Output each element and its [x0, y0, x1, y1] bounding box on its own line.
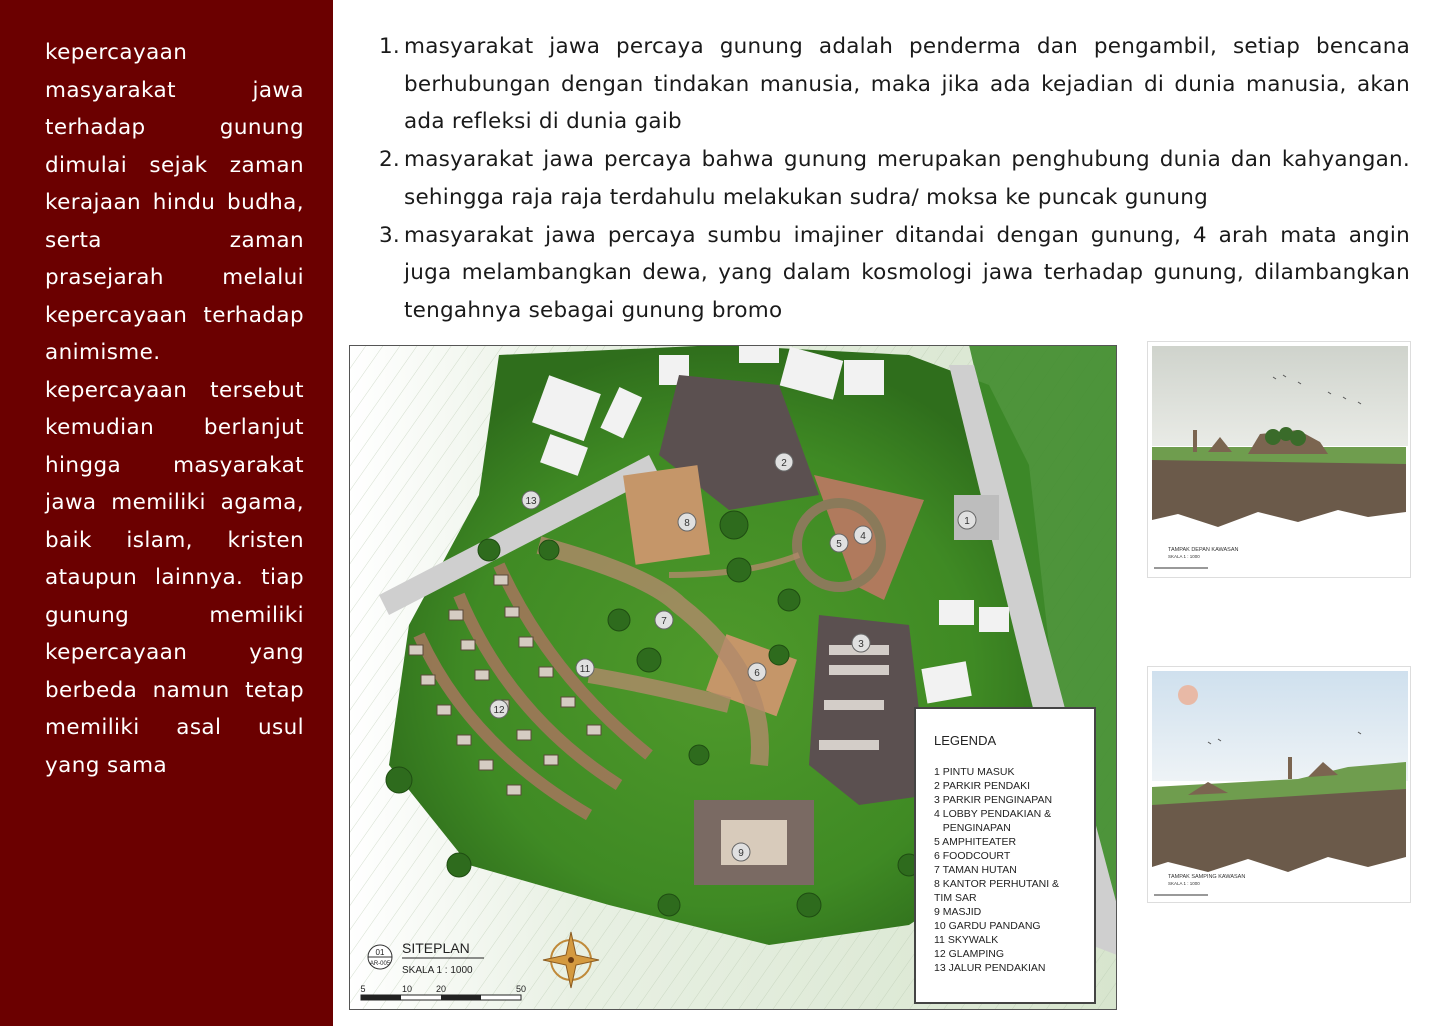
white-building [844, 360, 884, 395]
legend-item: 5 AMPHITEATER [934, 836, 1017, 848]
legend-item: 4 LOBBY PENDAKIAN & [934, 808, 1052, 820]
svg-text:1: 1 [964, 516, 970, 527]
belief-item [372, 217, 1410, 330]
legend-item: 13 JALUR PENDAKIAN [934, 962, 1046, 974]
svg-text:11: 11 [579, 664, 591, 675]
legend-item: 6 FOODCOURT [934, 850, 1011, 862]
sun-icon [1178, 685, 1198, 705]
belief-item [372, 141, 1410, 216]
siteplan-title: SITEPLAN [402, 940, 470, 956]
side-elevation-drawing [1147, 666, 1411, 903]
belief-number: 3. [379, 222, 401, 248]
map-marker [490, 700, 508, 718]
drawing-number: 01 [375, 948, 385, 957]
svg-text:7: 7 [661, 616, 667, 627]
scale-tick: 10 [401, 984, 413, 994]
map-marker [852, 634, 870, 652]
scale-tick: 20 [435, 984, 447, 994]
map-marker [678, 513, 696, 531]
sheet-number: AR-005 [369, 961, 391, 967]
sidebar-panel [0, 0, 333, 1026]
map-marker [854, 526, 872, 544]
siteplan-scale: SKALA 1 : 1000 [402, 965, 473, 976]
legend-item: 10 GARDU PANDANG [934, 920, 1041, 932]
front-elevation-scale: SKALA 1 : 1000 [1168, 554, 1200, 559]
belief-item [372, 28, 1410, 141]
svg-text:3: 3 [858, 639, 864, 650]
side-elevation-scale: SKALA 1 : 1000 [1168, 881, 1200, 886]
legend-item: PENGINAPAN [934, 822, 1011, 834]
front-elevation-caption: TAMPAK DEPAN KAWASAN [1168, 547, 1239, 553]
svg-text:6: 6 [754, 668, 760, 679]
svg-text:5: 5 [836, 539, 842, 550]
belief-list [372, 28, 1410, 330]
map-marker [830, 534, 848, 552]
legend-title: LEGENDA [934, 733, 997, 748]
map-marker [732, 843, 750, 861]
svg-text:12: 12 [493, 705, 505, 716]
belief-text: masyarakat jawa percaya sumbu imajiner ditandai dengan gunung, 4 arah mata angin juga melambangkan dewa, yang dalam kosmologi jawa terhadap gunung, dilambangkan tengahnya sebagai gunung bromo [404, 222, 1410, 323]
belief-text: masyarakat jawa percaya gunung adalah penderma dan pengambil, setiap bencana berhubungan dengan tindakan manusia, maka jika ada kejadian di dunia manusia, akan ada refleksi di dunia gaib [404, 34, 1410, 135]
siteplan-drawing [349, 345, 1117, 1010]
scale-tick: 50 [515, 984, 527, 994]
office-building [623, 465, 710, 565]
belief-text: masyarakat jawa percaya bahwa gunung merupakan penghubung dunia dan kahyangan. sehingga raja raja terdahulu melakukan sudra/ moksa ke puncak gunung [404, 147, 1410, 210]
white-building [739, 345, 779, 363]
svg-text:2: 2 [781, 458, 787, 469]
legend-item: 2 PARKIR PENDAKI [934, 780, 1031, 792]
svg-text:13: 13 [525, 496, 537, 507]
legend-item: 8 KANTOR PERHUTANI & [934, 878, 1060, 890]
legend-item: 1 PINTU MASUK [934, 766, 1015, 778]
white-building [939, 600, 974, 625]
legend-item: TIM SAR [934, 892, 977, 904]
map-marker [775, 453, 793, 471]
svg-text:8: 8 [684, 518, 690, 529]
legend-item: 3 PARKIR PENGINAPAN [934, 794, 1053, 806]
svg-text:9: 9 [738, 848, 744, 859]
legend-item: 9 MASJID [934, 906, 982, 918]
side-elevation-caption: TAMPAK SAMPING KAWASAN [1168, 874, 1246, 880]
map-marker [522, 491, 540, 509]
belief-number: 1. [379, 34, 401, 59]
sidebar-paragraph: kepercayaan masyarakat jawa terhadap gunung dimulai sejak zaman kerajaan hindu budha, serta zaman prasejarah melalui kepercayaan terhadap animisme. kepercayaan tersebut kemudian berlanjut hingga masyarakat jawa memiliki agama, baik islam, kristen ataupun lainnya. tiap gunung memiliki kepercayaan yang berbeda namun tetap memiliki asal usul yang sama [45, 40, 304, 778]
white-building [979, 607, 1009, 632]
belief-number: 2. [379, 147, 401, 173]
map-marker [748, 663, 766, 681]
mosque-roof [721, 820, 787, 865]
legend-item: 7 TAMAN HUTAN [934, 864, 1017, 876]
legend-item: 12 GLAMPING [934, 948, 1005, 960]
map-marker [958, 511, 976, 529]
front-elevation-drawing [1147, 341, 1411, 578]
map-marker [576, 659, 594, 677]
scale-tick: 5 [360, 984, 366, 994]
map-marker [655, 611, 673, 629]
svg-text:4: 4 [860, 531, 866, 542]
ground-section [1152, 460, 1406, 527]
legend-box [915, 708, 1095, 1003]
legend-item: 11 SKYWALK [934, 934, 999, 946]
